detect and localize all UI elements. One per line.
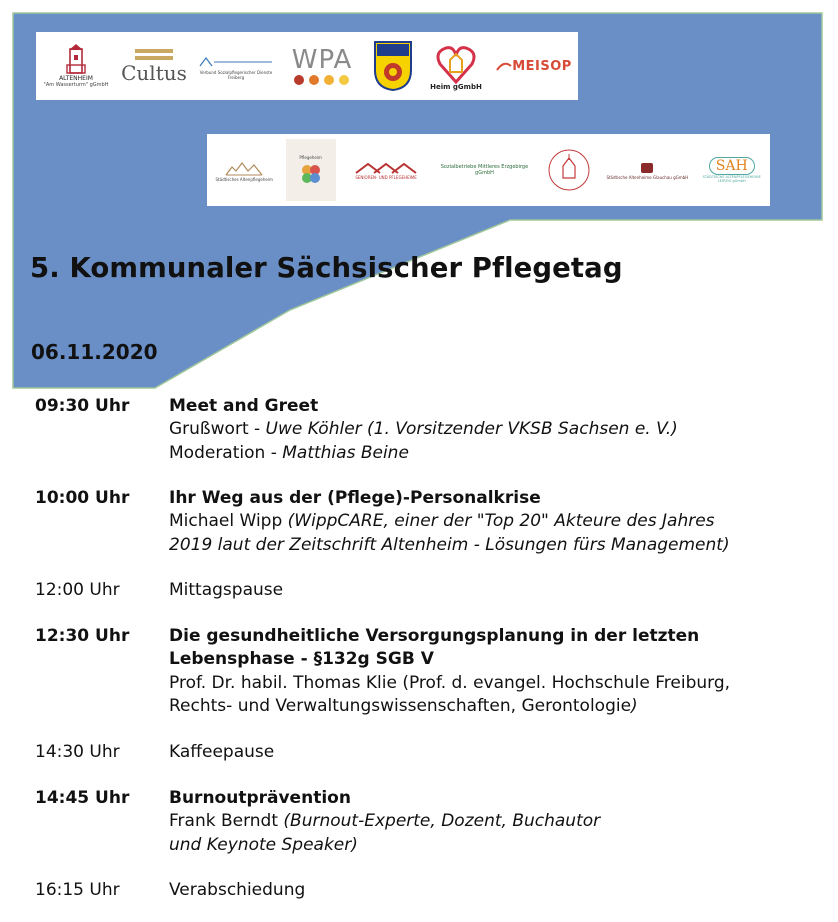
verbund-logo: Verbund Sozialpflegerischer Dienste Freiberg (196, 52, 276, 80)
sponsor-logos-row-1 (36, 32, 578, 100)
agenda-time: 12:00 Uhr (35, 580, 120, 600)
wpa-logo: WPA (284, 46, 360, 86)
agenda-time: 14:30 Uhr (35, 742, 120, 762)
event-date: 06.11.2020 (31, 340, 158, 364)
agenda-time: 09:30 Uhr (35, 396, 130, 416)
agenda-detail: Michael Wipp (WippCARE, einer der "Top 20" Akteure des Jahres (169, 511, 715, 532)
page-title: 5. Kommunaler Sächsischer Pflegetag (30, 252, 623, 284)
agenda-detail: und Keynote Speaker) (169, 834, 358, 855)
agenda-time: 12:30 Uhr (35, 626, 130, 646)
agenda-detail: Frank Berndt (Burnout-Experte, Dozent, Buchautor (169, 811, 601, 832)
agenda-detail: Rechts- und Verwaltungswissenschaften, Gerontologie) (169, 695, 638, 716)
agenda-detail: Moderation - Matthias Beine (169, 442, 409, 463)
agenda-title: Mittagspause (169, 580, 284, 600)
agenda-detail: 2019 laut der Zeitschrift Altenheim - Lösungen fürs Management) (169, 534, 730, 555)
agenda-time: 14:45 Uhr (35, 788, 130, 808)
sozialbetriebe-logo: Sozialbetriebe Mittleres Erzgebirge gGmbH (440, 164, 529, 176)
heim-ggmbh-logo: Heim gGmbH (426, 42, 486, 91)
senioren-pflegeheime-logo: SENIOREN- UND PFLEGEHEIME (344, 161, 428, 180)
agenda-time: 16:15 Uhr (35, 880, 120, 900)
meisop-logo: MEISOP (494, 58, 574, 74)
cultus-logo: Cultus (120, 48, 188, 84)
agenda-title-line-2: Lebensphase - §132g SGB V (169, 649, 434, 670)
agenda-time: 10:00 Uhr (35, 488, 130, 508)
sponsor-logos-row-2 (207, 134, 770, 206)
coat-of-arms-logo (368, 40, 418, 92)
sah-logo: SAH STÄDTISCHE ALTENPFLEGEHEIME LEIPZIG gGmbH (702, 158, 761, 183)
agenda-title: Burnoutprävention (169, 788, 351, 808)
agenda-title: Ihr Weg aus der (Pflege)-Personalkrise (169, 488, 541, 508)
glauchau-logo: Städtische Altenheime Glauchau gGmbH (605, 161, 689, 180)
alten-und-pflegeheim-logo: Städtisches Altenpflegeheim (211, 159, 277, 182)
agenda-title: Verabschiedung (169, 880, 306, 900)
pflegeheim-heart-logo: Pflegeheim (286, 139, 336, 201)
agenda-detail: Grußwort - Uwe Köhler (1. Vorsitzender VKSB Sachsen e. V.) (169, 419, 678, 440)
agenda-detail: Prof. Dr. habil. Thomas Klie (Prof. d. evangel. Hochschule Freiburg, (169, 672, 731, 693)
agenda-title: Meet and Greet (169, 396, 319, 416)
agenda-title: Die gesundheitliche Versorgungsplanung in der letzten (169, 626, 700, 646)
church-seal-logo (541, 148, 597, 192)
altenheim-am-wasserturm-logo: ALTENHEIM "Am Wasserturm" gGmbH (40, 43, 112, 89)
agenda-title: Kaffeepause (169, 742, 275, 762)
